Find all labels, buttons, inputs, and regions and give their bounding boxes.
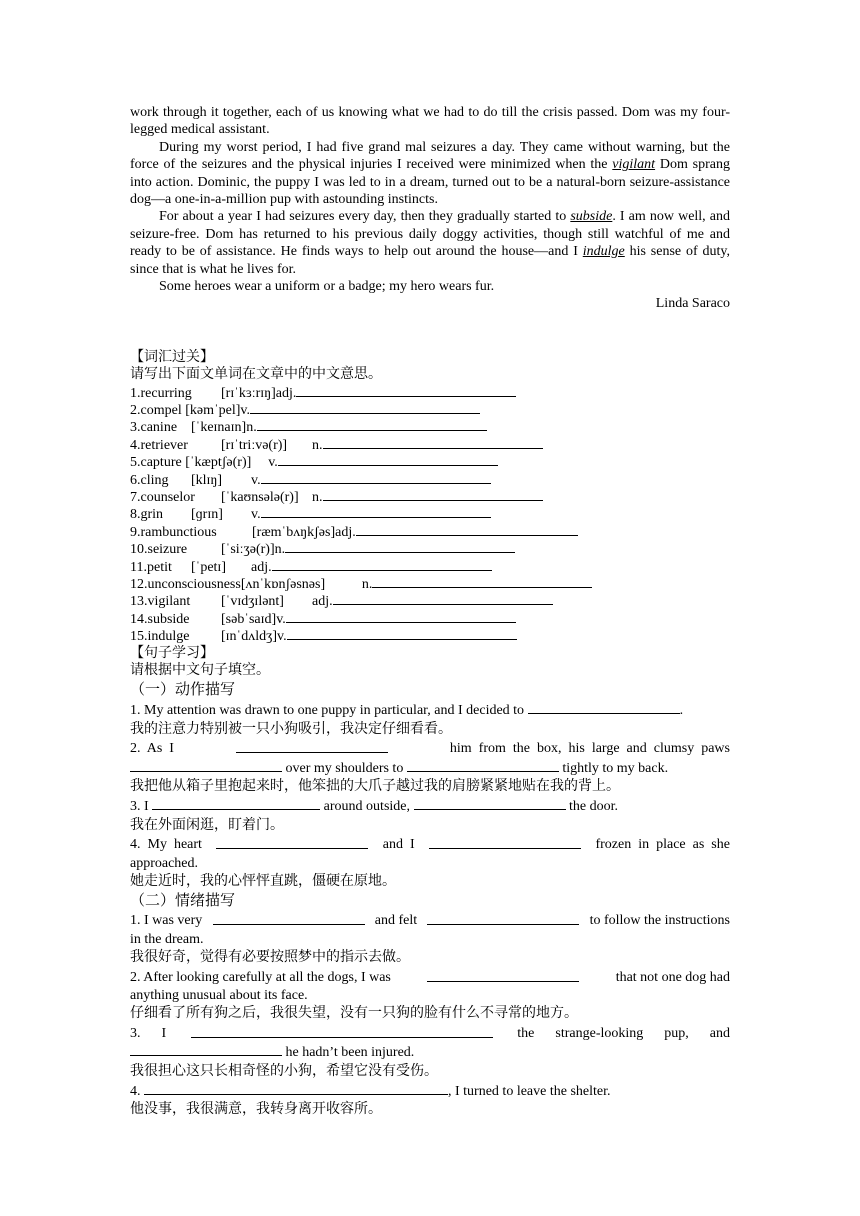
answer-blank[interactable] [216,836,368,849]
vocab-item: 12.unconsciousness[ʌnˈkɒnʃəsnəs] n. [130,575,730,592]
vocab-item: 7.counselor [ˈkaʊnsələ(r)] n. [130,488,730,505]
question: over my shoulders to tightly to my back. [130,759,730,777]
answer-blank[interactable] [427,912,579,925]
answer-blank[interactable] [261,505,491,518]
answer-blank[interactable] [427,969,579,982]
passage-paragraph: Some heroes wear a uniform or a badge; my hero wears fur. [159,279,495,295]
answer-blank[interactable] [414,797,566,810]
answer-blank[interactable] [296,384,516,397]
question: 3. I the strange-looking pup, and [130,1025,730,1041]
question-translation: 我的注意力特别被一只小狗吸引，我决定仔细看看。 [130,721,452,737]
answer-blank[interactable] [429,836,581,849]
vocab-item: 11.petit [ˈpetɪ] adj. [130,558,730,575]
answer-blank[interactable] [152,797,320,810]
question-translation: 我在外面闲逛，盯着门。 [130,817,284,833]
question: he hadn’t been injured. [130,1043,730,1061]
author-name: Linda Saraco [655,296,730,312]
keyword-vigilant: vigilant [612,157,656,173]
answer-blank[interactable] [287,627,517,640]
question-translation: 她走近时，我的心怦怦直跳，僵硬在原地。 [130,874,396,890]
answer-blank[interactable] [286,610,516,623]
question: 4. , I turned to leave the shelter. [130,1084,611,1100]
question-translation: 我很好奇，觉得有必要按照梦中的指示去做。 [130,950,410,966]
question: 3. I around outside, the door. [130,799,618,815]
question: 4. My heart and I frozen in place as she [130,837,730,853]
answer-blank[interactable] [236,740,388,753]
passage-paragraph: During my worst period, I had five grand mal seizures a day. They came without warning, but the force of the seizures and the physical injuries I received were minimized when the vigilant Dom sprang into action. Dominic, the puppy I was led to in a dream, turned out to be a natural-born seizure-assistance dog—a one-in-a-million pup with astounding instincts. [130,139,730,208]
vocab-list [130,384,730,645]
answer-blank[interactable] [372,575,592,588]
vocab-item: 9.rambunctious [ræmˈbʌŋkʃəs]adj. [130,523,730,540]
section-emotion: （二）情绪描写 [130,893,236,910]
vocab-item: 1.recurring [rɪˈkɜːrɪŋ]adj. [130,384,730,401]
question: anything unusual about its face. [130,988,308,1004]
sentence-instruction: 请根据中文句子填空。 [130,662,270,678]
vocab-item: 14.subside [səbˈsaɪd]v. [130,610,730,627]
answer-blank[interactable] [144,1082,448,1095]
question-translation: 仔细看了所有狗之后，我很失望，没有一只狗的脸有什么不寻常的地方。 [130,1006,578,1022]
answer-blank[interactable] [333,592,553,605]
question-translation: 我把他从箱子里抱起来时，他笨拙的大爪子越过我的肩膀紧紧地贴在我的背上。 [130,778,620,794]
question-translation: 我很担心这只长相奇怪的小狗，希望它没有受伤。 [130,1063,438,1079]
vocab-instruction: 请写出下面文单词在文章中的中文意思。 [130,367,382,383]
passage-paragraph: work through it together, each of us knowing what we had to do till the crisis passed. Dom was my four-legged medical assistant. [130,105,730,138]
answer-blank[interactable] [285,540,515,553]
answer-blank[interactable] [323,488,543,501]
passage-paragraph: For about a year I had seizures every day, then they gradually started to subside. I am now well, and seizure-free. Dom has returned to his previous daily doggy activities, though still watchful of me and ready to be of assistance. He finds ways to help out around the house—and I indulge his sense of duty, since that is what he lives for. [130,209,730,277]
answer-blank[interactable] [261,471,491,484]
answer-blank[interactable] [130,759,282,772]
vocab-item: 6.cling [klɪŋ] v. [130,471,730,488]
vocab-item: 2.compel [kəmˈpel]v. [130,401,730,418]
answer-blank[interactable] [257,418,487,431]
answer-blank[interactable] [130,1043,282,1056]
answer-blank[interactable] [272,558,492,571]
vocab-item: 15.indulge [ɪnˈdʌldʒ]v. [130,627,730,644]
question: 2. As I him from the box, his large and clumsy paws [130,741,730,757]
answer-blank[interactable] [250,401,480,414]
answer-blank[interactable] [191,1025,493,1038]
question: in the dream. [130,931,204,947]
answer-blank[interactable] [278,453,498,466]
worksheet-page [130,104,730,1121]
vocab-item: 3.canine [ˈkeɪnaɪn]n. [130,418,730,435]
answer-blank[interactable] [323,436,543,449]
vocab-item: 10.seizure [ˈsiːʒə(r)]n. [130,540,730,557]
question: 1. My attention was drawn to one puppy in particular, and I decided to . [130,703,684,719]
question: 1. I was very and felt to follow the instructions [130,913,730,929]
section-action: （一）动作描写 [130,682,236,699]
keyword-indulge: indulge [582,244,625,260]
sentence-heading: 【句子学习】 [130,645,214,661]
vocab-heading: 【词汇过关】 [130,349,214,365]
answer-blank[interactable] [356,523,578,536]
question: approached. [130,855,199,871]
question: 2. After looking carefully at all the dogs, I was that not one dog had [130,969,730,985]
answer-blank[interactable] [407,759,559,772]
vocab-item: 4.retriever [rɪˈtriːvə(r)] n. [130,436,730,453]
vocab-item: 5.capture [ˈkæptʃə(r)] v. [130,453,730,470]
answer-blank[interactable] [528,701,680,714]
vocab-item: 8.grin [ɡrɪn] v. [130,505,730,522]
keyword-subside: subside [570,209,613,225]
question-translation: 他没事，我很满意，我转身离开收容所。 [130,1102,382,1118]
vocab-item: 13.vigilant [ˈvɪdʒɪlənt] adj. [130,592,730,609]
answer-blank[interactable] [213,912,365,925]
